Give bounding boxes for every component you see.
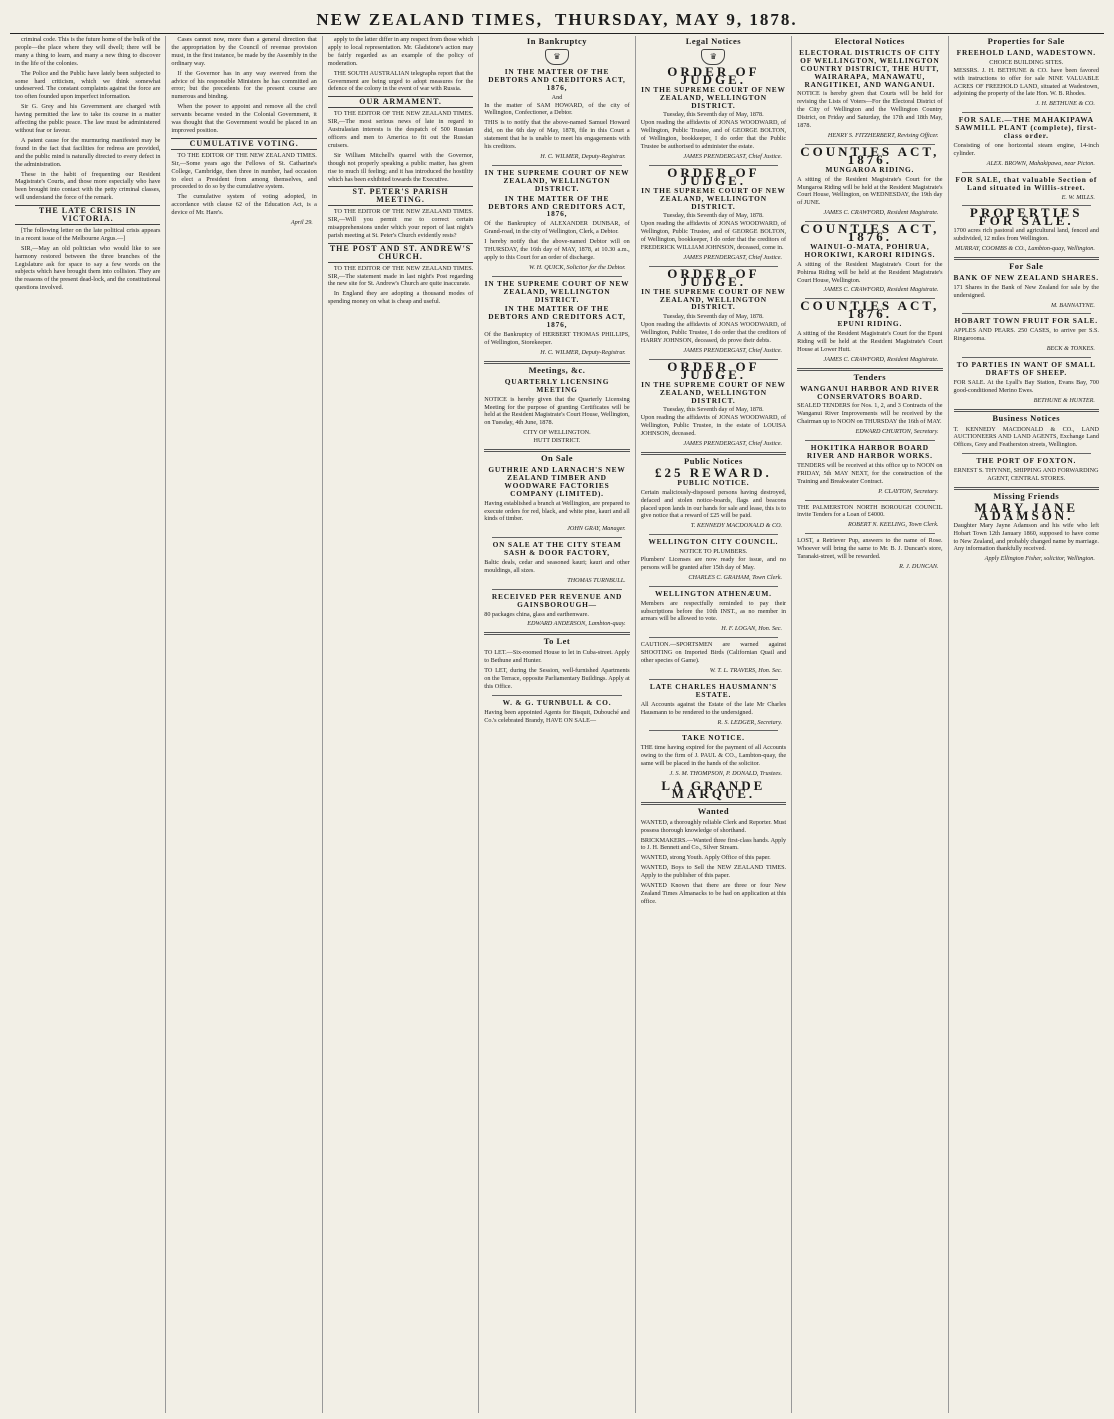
column-heading: Properties for Sale [987,36,1065,46]
paragraph: THE SOUTH AUSTRALIAN telegraphs report that the Government are being urged to adopt measures for the defence of the colony in the event of war with Russia. [327,69,474,93]
column-4 [478,36,634,1413]
take-notice: TAKE NOTICE. THE time having expired for the payment of all Accounts owing to the firm of J. PAUL & CO., Lambton-quay, the same will be placed in the hands of the solicitor. J. S. M. THOMPSON, P. DONALD, Trustees. [640,733,787,778]
column-heading: Public Notices [684,455,743,466]
paragraph: The Police and the Public have lately been subjected to some hard criticism, which we think somewhat undeserved. The constant complaints against the force are too often founded upon imperfect information. [15,69,161,101]
counties-notice: COUNTIES ACT, 1876. EPUNI RIDING. A sitting of the Resident Magistrate's Court for the Epuni Riding will be held at the Resident Magistrate's Court House at Lower Hutt. JAMES C. CRAWFORD, Resident Magistrate. [797,298,943,363]
column-heading: On Sale [540,453,574,464]
to-let-notice: TO LET.—Six-roomed House to let in Cuba-street. Apply to Bethune and Hunter. TO LET, during the Session, well-furnished Apartments on the Terrace, opposite Parliamentary Buildings. Apply at this Office. [484,649,630,690]
column-heading: Wanted [697,805,730,816]
property-notice: FREEHOLD LAND, WADESTOWN. CHOICE BUILDING SITES. MESSRS. J. H. BETHUNE & CO. have been favored with instructions to offer for sale NINE VALUABLE ACRES OF FREEHOLD LAND, situated at Wadestown, adjoining the property of the late Hon. W. B. Rhodes. J. H. BETHUNE & CO. [953,47,1099,108]
paragraph: Sir William Mitchell's quarrel with the Governor, though not properly speaking a public matter, has given rise to much ill feeling; and it has introduced the hostility which has been exhibited towards the Executive. [327,151,474,183]
order-of-judge: ORDER OF JUDGE. IN THE SUPREME COURT OF NEW ZEALAND, WELLINGTON DISTRICT. Tuesday, this Seventh day of May, 1878. Upon reading the affidavits of JONAS WOODWARD, of Wellington, Public Trustee, I do order that the creditors of HARRY JOHNSON, deceased, do prove their debts. JAMES PRENDERGAST, Chief Justice. [640,265,787,354]
paragraph: TO THE EDITOR OF THE NEW ZEALAND TIMES. SIR,—Will you permit me to correct certain misapprehensions under which your report of last night's parish meeting at St. Peter's Church evidently rests? [327,208,474,239]
paragraph: apply to the latter differ in any respect from those which apply to local representation. Mr. Gladstone's action may be fairly regarded as an example of the policy of moderation. [327,36,474,67]
paragraph: When the power to appoint and remove all the civil servants became vested in the Colonial Government, it was thought that the Government would be placed in an improved position. [171,103,317,134]
counties-notice: COUNTIES ACT, 1876. MUNGAROA RIDING. A sitting of the Resident Magistrate's Court for the Mungaroa Riding will be held at the Resident Magistrate's Court House, Wellington, on WEDNESDAY, the 19th day of JUNE. JAMES C. CRAWFORD, Resident Magistrate. [797,143,943,217]
column-heading: Tenders [853,371,887,382]
paragraph: Cases cannot now, more than a general direction that the appropriation by the Council of revenue provision must, in the first instance, be made by the Assembly in the ordinary way. [171,36,317,67]
sale-notice: ON SALE AT THE CITY STEAM SASH & DOOR FACTORY, Baltic deals, cedar and seasoned kauri; kauri and other mouldings, all sizes. THOMAS TURNBULL. [484,540,630,584]
sale-notice: TO PARTIES IN WANT OF SMALL DRAFTS OF SHEEP. FOR SALE. At the Lyall's Bay Station, Evans Bay, 700 good-conditioned Merino Ewes. BETHUNE & HUNTER. [953,360,1099,404]
caution-notice: CAUTION.—SPORTSMEN are warned against SHOOTING on Imported Birds (Californian Quail and other species of Game). W. T. L. TRAVERS, Hon. Sec. [640,641,787,674]
column-heading: Meetings, &c. [528,364,586,375]
paragraph: TO THE EDITOR OF THE NEW ZEALAND TIMES. SIR,—The statement made in last night's Post regarding the new site for St. Andrew's Church are quite inaccurate. [327,264,474,288]
lost-notice: LOST, a Retriever Pup, answers to the name of Rose. Whoever will bring the same to Mr. B. J. Duncan's store, Taranaki-street, will be rewarded. R. J. DUNCAN. [797,537,943,570]
bankruptcy-notice: ♛ IN THE MATTER OF THE DEBTORS AND CREDITORS ACT, 1876, And In the matter of SAM HOWARD, of the city of Wellington, Confectioner, a Debtor. THIS is to notify that the above-named Samuel Howard did, on the 6th day of May, 1878, file in this Court a statement that he is unable to meet his engagements with his creditors. H. C. WILMER, Deputy-Registrar. [484,49,629,161]
tender-notice: THE PALMERSTON NORTH BOROUGH COUNCIL invite Tenders for a Loan of £4000. ROBERT N. KEELING, Town Clerk. [797,503,943,529]
column-7 [948,36,1104,1413]
paragraph: In England they are adopting a thousand modes of spending money on what is cheap and useful. [327,290,474,306]
column-heading: Business Notices [992,412,1061,423]
business-notice: THE PORT OF FOXTON. ERNEST S. THYNNE, SHIPPING AND FORWARDING AGENT, CENTRAL STORES. [953,456,1099,483]
column-heading: To Let [543,636,571,647]
reward-notice: £25 REWARD. PUBLIC NOTICE. Certain maliciously-disposed persons having destroyed, defaced and stolen notice-boards, flags and beacons placed upon lands in our hands for sale and lease, this is to give notice that a reward of £25 will be paid. T. KENNEDY MACDONALD & CO. [640,464,787,530]
column-1 [10,36,165,1413]
paragraph: A patent cause for the murmuring manifested may be found in the fact that facilities for redress are provided, and the public mind is naturally directed to every defect in the administration. [15,136,161,168]
sale-notice: GUTHRIE AND LARNACH'S NEW ZEALAND TIMBER AND WOODWARE FACTORIES COMPANY (LIMITED). Having established a branch at Wellington, are prepared to execute orders for red, black, and white pine, kauri and all kinds of timber. JOHN GRAY, Manager. [484,464,630,533]
bankruptcy-notice: IN THE SUPREME COURT OF NEW ZEALAND, WELLINGTON DISTRICT. IN THE MATTER OF THE DEBTORS AND CREDITORS ACT, 1876, Of the Bankruptcy of ALEXANDER DUNBAR, of Grand-road, in the city of Wellington, Clerk, a Debtor. I hereby notify that the above-named Debtor will on THURSDAY, the 16th day of MAY, 1878, at 10.30 a.m., apply to this Court for an order of discharge. W. H. QUICK, Solicitor for the Debtor. [484,167,630,271]
section-heading: THE LATE CRISIS IN VICTORIA. [15,205,160,225]
paragraph: [The following letter on the late political crisis appears in a recent issue of the Melbourne Argus.—] [15,226,161,242]
column-5 [635,36,791,1413]
paragraph: criminal code. This is the future home of the bulk of the people—the place where they will dwell; there will be many a thing to learn, and many a new thing to discover in the life of the colonies. [15,36,161,67]
column-heading: Missing Friends [993,490,1060,501]
estate-notice: LATE CHARLES HAUSMANN'S ESTATE. All Accounts against the Estate of the late Mr Charles Hausmann to be rendered to the undersigned. R. S. LEDGER, Secretary. [640,681,787,726]
order-of-judge: ORDER OF JUDGE. IN THE SUPREME COURT OF NEW ZEALAND, WELLINGTON DISTRICT. Tuesday, this Seventh day of May, 1878. Upon reading the affidavits of JONAS WOODWARD, of Wellington, Public Trustee, and of GEORGE BOLTON, of Wellington, bookkeeper, I do order that the creditors of FREDERICK WILLIAM JOHNSON, deceased, come in. JAMES PRENDERGAST, Chief Justice. [640,164,787,261]
tender-notice: WANGANUI HARBOR AND RIVER CONSERVATORS BOARD. SEALED TENDERS for Nos. 1, 2, and 3 Contracts of the Wanganui River Improvements will be received by the Chairman up to NOON on THURSDAY the 16th of MAY. EDWARD CHURTON, Secretary. [797,383,943,436]
property-notice: FOR SALE.—THE MAHAKIPAWA SAWMILL PLANT (complete), first-class order. Consisting of one horizontal steam engine, 14-inch cylinder. ALEX. BROWN, Mahakipawa, near Picton. [953,115,1099,167]
paragraph: Sir G. Grey and his Government are charged with having permitted the law to take its course in a matter affecting the public peace. The law must be administered without fear or favour. [15,103,161,134]
marque-notice: LA GRANDE MARQUE. [661,777,766,801]
sale-notice: RECEIVED PER REVENUE AND GAINSBOROUGH— 80 packages china, glass and earthenware. EDWARD ANDERSON, Lambton-quay. [484,591,626,628]
merchant-notice: W. & G. TURNBULL & CO. Having been appointed Agents for Bisquit, Dubouché and Co.'s celebrated Brandy, HAVE ON SALE— [484,697,630,724]
paper-name: NEW ZEALAND TIMES, [316,10,543,29]
tender-notice: HOKITIKA HARBOR BOARD RIVER AND HARBOR WORKS. TENDERS will be received at this office up to NOON on FRIDAY, 5th MAY NEXT, for the construction of the Training and Breakwater Contract. P. CLAYTON, Secretary. [797,443,943,495]
royal-arms-icon: ♛ [701,49,725,65]
sale-notice: HOBART TOWN FRUIT FOR SALE. APPLES AND PEARS. 250 CASES, to arrive per S.S. Ringarooma. BECK & TONKES. [953,316,1099,353]
paragraph: The cumulative system of voting adopted, in accordance with clause 62 of the Education Act, is a device of Mr. Hare's. [171,193,317,217]
paragraph: These in the habit of frequenting our Resident Magistrate's Courts, and those more especially who have been brought into contact with the petty criminal classes, will understand the force of the remark. [15,170,161,202]
council-notice: WELLINGTON CITY COUNCIL. NOTICE TO PLUMBERS. Plumbers' Licenses are now ready for issue, and no persons will be granted after 15th day of May. CHARLES C. GRAHAM, Town Clerk. [640,537,787,581]
counties-notice: COUNTIES ACT, 1876. WAINUI-O-MATA, POHIRUA, HOROKIWI, KARORI RIDINGS. A sitting of the Resident Magistrate's Court for the Pohirua Riding will be held at the Resident Magistrate's Court House, Wellington. JAMES C. CRAWFORD, Resident Magistrate. [797,221,943,294]
section-heading: CUMULATIVE VOTING. [171,138,316,150]
masthead [10,4,1104,34]
column-6 [791,36,947,1413]
column-2 [165,36,321,1413]
royal-arms-icon: ♛ [545,49,569,65]
wanted-notices: WANTED, a thoroughly reliable Clerk and Reporter. Must possess thorough knowledge of shorthand. BRICKMAKERS.—Wanted three first-class hands. Apply to J. H. Bennett and Co., Silver Stream. WANTED, strong Youth. Apply Office of this paper. WANTED, Boys to Sell the NEW ZEALAND TIMES. Apply to the publisher of this paper. WANTED Known that there are three or four New Zealand Times Almanacks to be had on application at this office. [640,818,787,905]
paragraph: If the Governor has in any way swerved from the advice of his responsible Ministers he has committed an error; but the precedents for the present course are numerous and binding. [171,69,317,101]
order-of-judge: ♛ ORDER OF JUDGE. IN THE SUPREME COURT OF NEW ZEALAND, WELLINGTON DISTRICT. Tuesday, this Seventh day of May, 1878. Upon reading the affidavits of JONAS WOODWARD, of Wellington, Public Trustee, and of GEORGE BOLTON, of Wellington, bookkeeper, I do order that the Public Trustee be authorised to administer the estate. JAMES PRENDERGAST, Chief Justice. [641,49,786,161]
paragraph: SIR,—May an old politician who would like to see harmony restored between the three branches of the Legislature ask for space to say a few words on the subjects which have brought them into collision. They are the reasons of the present dead-lock, and the constitutional questions involved. [15,244,161,292]
section-heading: OUR ARMAMENT. [328,96,473,108]
column-3 [322,36,478,1413]
property-notice: PROPERTIES FOR SALE. 1700 acres rich pastoral and agricultural land, fenced and subdivided, 12 miles from Wellington. MURRAY, COOMBS & CO., Lambton-quay, Wellington. [953,205,1099,253]
licensing-notice: QUARTERLY LICENSING MEETING NOTICE is hereby given that the Quarterly Licensing Meeting for the purpose of granting Certificates will be held at the Resident Magistrate's Court House, Wellington, on Tuesday, 4th June, 1878. CITY OF WELLINGTON. HUTT DISTRICT. [484,376,630,445]
paragraph: TO THE EDITOR OF THE NEW ZEALAND TIMES. SIR,—The most serious news of late in regard to Australasian interests is the despatch of 500 Russian officers and men to America to fit out the Russian cruisers. [327,110,474,149]
section-heading: THE POST AND ST. ANDREW'S CHURCH. [328,243,473,263]
column-heading: Electoral Notices [834,36,905,46]
electoral-notice: ELECTORAL DISTRICTS OF CITY OF WELLINGTON, WELLINGTON COUNTRY DISTRICT, THE HUTT, WAIRARAPA, MANAWATU, RANGITIKEI, AND WANGANUI. NOTICE is hereby given that Courts will be held for revising the Lists of Voters—For the Electoral District of the City of Wellington and the Wellington Country District, on Friday and Saturday, the 17th and 18th May, 1878. HENRY S. FITZHERBERT, Revising Officer. [797,47,943,139]
issue-date: THURSDAY, MAY 9, 1878. [554,10,798,29]
property-notice: FOR SALE, that valuable Section of Land situated in Willis-street. E. W. MILLS. [955,174,1098,201]
signature: April 29. [290,219,313,227]
missing-friend-notice: MARY JANE ADAMSON. Daughter Mary Jayne Adamson and his wife who left Hobart Town 12th January 1860, supposed to have come to New Zealand, and probably changed name by marriage. Any information thankfully received. Apply Ellington Fisher, solicitor, Wellington. [953,499,1099,563]
column-heading: For Sale [1009,260,1044,271]
business-notice: T. KENNEDY MACDONALD & CO., LAND AUCTIONEERS AND LAND AGENTS, Exchange Land Offices, Grey and Featherston streets, Wellington. [953,425,1099,449]
sale-notice: BANK OF NEW ZEALAND SHARES. 171 Shares in the Bank of New Zealand for sale by the undersigned. M. BANNATYNE. [953,272,1099,309]
page-columns [10,36,1104,1413]
athenaeum-notice: WELLINGTON ATHENÆUM. Members are respectfully reminded to pay their subscriptions before the 10th INST., as no member in arrears will be allowed to vote. H. F. LOGAN, Hon. Sec. [640,588,787,633]
paragraph: TO THE EDITOR OF THE NEW ZEALAND TIMES. Sir,—Some years ago the Fellows of St. Catharine's College, Cambridge, then three in number, had occasion to elect a President from among themselves, and proceeded to do so by the cumulative system. [171,151,317,191]
column-heading: In Bankruptcy [526,36,588,46]
column-heading: Legal Notices [685,36,742,46]
section-heading: ST. PETER'S PARISH MEETING. [328,186,473,206]
bankruptcy-notice: IN THE SUPREME COURT OF NEW ZEALAND, WELLINGTON DISTRICT. IN THE MATTER OF THE DEBTORS AND CREDITORS ACT, 1876, Of the Bankruptcy of HERBERT THOMAS PHILLIPS, of Wellington, Storekeeper. H. C. WILMER, Deputy-Registrar. [484,278,630,356]
order-of-judge: ORDER OF JUDGE. IN THE SUPREME COURT OF NEW ZEALAND, WELLINGTON DISTRICT. Tuesday, this Seventh day of May, 1878. Upon reading the affidavits of JONAS WOODWARD, of Wellington, Public Trustee, in the estate of LOUISA JOHNSON, deceased. JAMES PRENDERGAST, Chief Justice. [640,358,787,448]
